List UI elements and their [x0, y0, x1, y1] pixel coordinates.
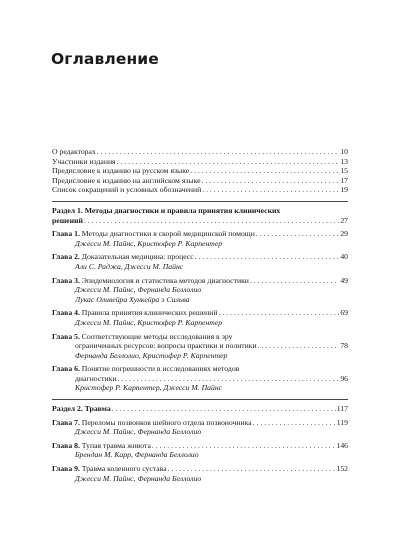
- chapter-title-row: [52, 341, 348, 351]
- chapter-title-row: [52, 276, 348, 286]
- leader-dots: [256, 229, 339, 239]
- chapter-authors: Брендан М. Карр, Фернанда Беллолио: [75, 450, 199, 460]
- toc-front-item: [52, 166, 348, 176]
- chapter-authors: Джесси М. Пайнс, Фернанда Беллолио: [75, 427, 202, 437]
- leader-dots: [250, 276, 339, 286]
- section-title-line: Раздел 2. Травма: [52, 404, 111, 414]
- chapter-number: Глава 9.: [52, 464, 80, 474]
- section-title-line: Раздел 1. Методы диагностики и правила принятия клинических: [52, 205, 281, 215]
- toc-page: 119: [336, 417, 348, 427]
- toc-page: 29: [340, 229, 348, 239]
- leader-dots: [258, 341, 340, 351]
- chapter-title-row: [52, 441, 348, 451]
- chapter-title: Методы диагностики в скорой медицинской помощи: [81, 229, 255, 239]
- chapter-title: Тупая травма живота: [81, 440, 151, 450]
- chapter-title: Правила принятия клинических решений: [81, 308, 218, 318]
- leader-dots: [152, 441, 336, 451]
- toc-chapter: [52, 364, 348, 393]
- toc-page: 96: [340, 373, 348, 383]
- toc-chapter: [52, 252, 348, 271]
- toc-chapter: [52, 308, 348, 327]
- chapter-title: диагностики: [75, 373, 117, 383]
- toc-page: 69: [340, 308, 348, 318]
- chapter-title-row: [52, 332, 348, 342]
- chapter-title-row: [52, 374, 348, 384]
- toc-label: Список сокращений и условных обозначений: [52, 185, 202, 195]
- leader-dots: [253, 418, 336, 428]
- toc-page: 152: [336, 464, 348, 474]
- leader-dots: [117, 157, 340, 167]
- page-title: Оглавление: [51, 50, 159, 68]
- toc-page: 146: [336, 440, 348, 450]
- chapter-number: Глава 8.: [52, 440, 80, 450]
- chapter-title-row: [52, 418, 348, 428]
- chapter-title: Понятие погрешности в исследованиях методов: [81, 364, 240, 374]
- toc-page: 27: [340, 215, 348, 225]
- leader-dots: [195, 252, 340, 262]
- toc-page: 10: [340, 147, 348, 156]
- toc-page: 40: [340, 252, 348, 262]
- chapter-title: Травма коленного сустава: [81, 464, 167, 474]
- toc-page: 117: [336, 404, 348, 414]
- leader-dots: [219, 308, 340, 318]
- chapter-title: Соответствующие методы исследования в эру: [81, 331, 233, 341]
- toc-page: 15: [340, 166, 348, 176]
- toc-chapter: [52, 418, 348, 437]
- section-divider: [52, 399, 348, 400]
- leader-dots: [112, 404, 336, 414]
- leader-dots: [190, 166, 339, 176]
- chapter-title-row: [52, 308, 348, 318]
- chapter-title-row: [52, 229, 348, 239]
- chapter-authors: Джесси М. Пайнс, Кристофер Р. Карпентер: [75, 317, 223, 327]
- chapter-title: Доказательная медицина: процесс: [81, 252, 194, 262]
- section-divider: [52, 201, 348, 202]
- toc-front-item: [52, 185, 348, 195]
- toc-label: Предисловие к изданию на английском языке: [52, 175, 201, 185]
- toc-front-item: [52, 157, 348, 167]
- toc-page: 19: [340, 185, 348, 195]
- chapter-title: ограниченных ресурсов: вопросы практики и политики: [75, 341, 257, 351]
- toc-label: Предисловие к изданию на русском языке: [52, 166, 190, 176]
- leader-dots: [97, 147, 340, 157]
- chapter-number: Глава 7.: [52, 417, 80, 427]
- leader-dots: [202, 176, 340, 186]
- chapter-authors: Джесси М. Пайнс, Фернанда Беллолио: [75, 285, 202, 295]
- section-title-line: решений: [52, 215, 83, 225]
- table-of-contents: [52, 147, 348, 483]
- toc-chapter: [52, 229, 348, 248]
- chapter-authors: Лукас Оливейра Хункейра э Сильва: [75, 294, 190, 304]
- chapter-number: Глава 6.: [52, 364, 80, 374]
- toc-chapter: [52, 276, 348, 305]
- chapter-number: Глава 3.: [52, 275, 80, 285]
- toc-chapter: [52, 332, 348, 361]
- leader-dots: [202, 185, 339, 195]
- section-title-row: [52, 216, 348, 226]
- toc-section-1: [52, 206, 348, 225]
- toc-front-item: [52, 147, 348, 157]
- toc-page: 13: [340, 156, 348, 166]
- toc-chapter: [52, 464, 348, 483]
- toc-page: 17: [340, 175, 348, 185]
- chapter-title-row: [52, 464, 348, 474]
- leader-dots: [84, 216, 339, 226]
- chapter-title: Переломы позвонков шейного отдела позвоночника: [81, 417, 252, 427]
- chapter-number: Глава 1.: [52, 229, 80, 239]
- chapter-number: Глава 4.: [52, 308, 80, 318]
- leader-dots: [117, 374, 339, 384]
- chapter-authors: Али С. Раджа, Джесси М. Пайнс: [75, 261, 184, 271]
- toc-label: Участники издания: [52, 156, 116, 166]
- toc-chapter: [52, 441, 348, 460]
- toc-section-2: [52, 404, 348, 414]
- chapter-title-row: [52, 252, 348, 262]
- toc-front-item: [52, 176, 348, 186]
- chapter-authors: Джесси М. Пайнс, Фернанда Беллолио: [75, 473, 202, 483]
- toc-label: О редакторах: [52, 147, 96, 156]
- toc-page: 78: [340, 341, 348, 351]
- chapter-authors: Кристофер Р. Карпентер, Джесси М. Пайнс: [75, 383, 223, 393]
- chapter-authors: Джесси М. Пайнс, Кристофер Р. Карпентер: [75, 238, 223, 248]
- chapter-title: Эпидемиология и статистика методов диагностики: [81, 275, 249, 285]
- toc-page: 49: [340, 275, 348, 285]
- chapter-number: Глава 5.: [52, 331, 80, 341]
- chapter-authors: Фернанда Беллолио, Кристофер Р. Карпентер: [75, 350, 228, 360]
- chapter-number: Глава 2.: [52, 252, 80, 262]
- chapter-title-row: [52, 364, 348, 374]
- leader-dots: [168, 464, 336, 474]
